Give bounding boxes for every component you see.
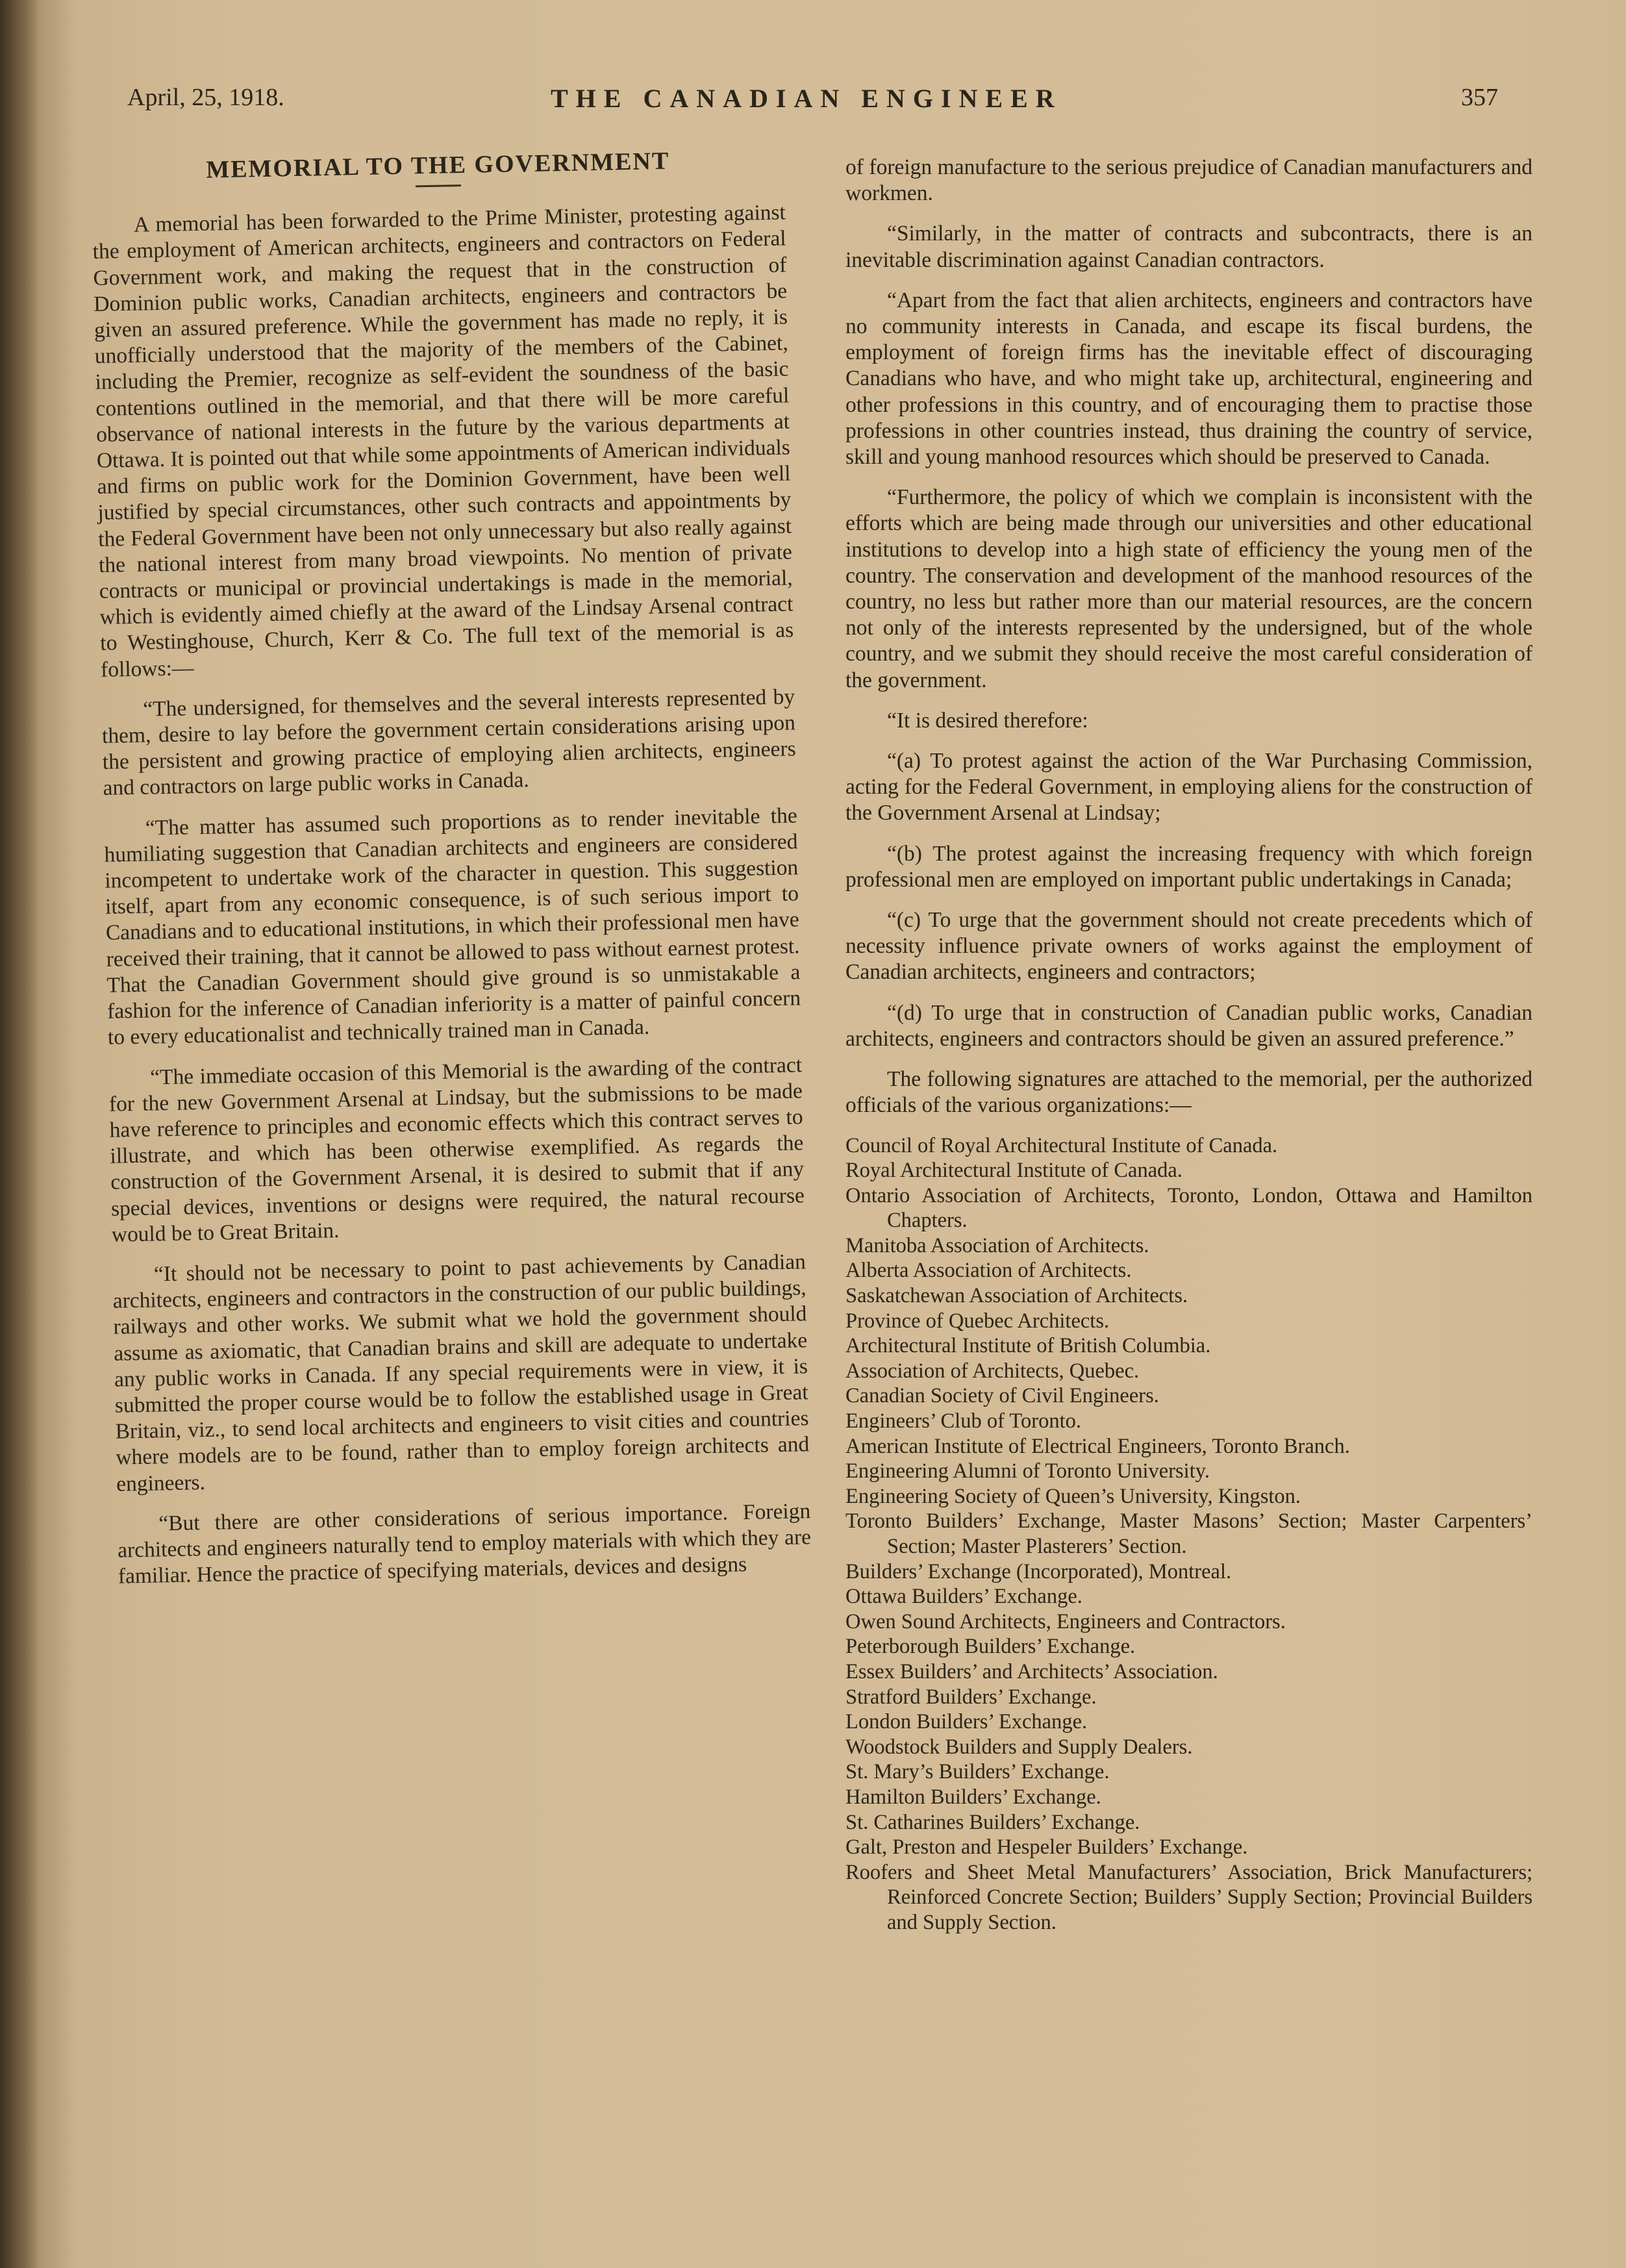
paragraph: “The matter has assumed such proportions as to render inevitable the humiliating suggestion that Canadian architects and engineers are considered incompetent to undertake work of the character in question. This suggestion itself, apart from any economic consequence, is of such serious import to Canadians and to educational institutions, in which their professional men have received their training, that it cannot be allowed to pass without earnest protest. That the Canadian Government should give ground is so unmistakable a fashion for the inference of Canadian inferiority is a matter of painful concern to every educationalist and technically trained man in Canada. (104, 803, 801, 1050)
list-item: American Institute of Electrical Engineers, Toronto Branch. (845, 1434, 1350, 1458)
list-item: Royal Architectural Institute of Canada. (845, 1159, 1182, 1183)
list-item: Peterborough Builders’ Exchange. (845, 1635, 1136, 1659)
book-spine-shadow (0, 0, 39, 2268)
list-item: Stratford Builders’ Exchange. (845, 1685, 1097, 1709)
list-item: Association of Architects, Quebec. (845, 1359, 1140, 1383)
paragraph: “Apart from the fact that alien architects, engineers and contractors have no community interests in Canada, and escape its fiscal burdens, the employment of foreign firms has the inevitable effect of discouraging Canadians who have, and who might take up, architectural, engineering and other professions in this country, and of encouraging them to practise those professions in other countries instead, thus draining the country of service, skill and young manhood resources which should be preserved to Canada. (845, 288, 1532, 470)
signatory-list (845, 1133, 1532, 1935)
running-header (0, 83, 1626, 122)
paragraph: “(b) The protest against the increasing frequency with which foreign professional men are employed on important public undertakings in Canada; (845, 841, 1532, 892)
list-item: Architectural Institute of British Columbia. (845, 1334, 1211, 1358)
paragraph: “It is desired therefore: (887, 708, 1088, 733)
journal-title: THE CANADIAN ENGINEER (551, 84, 1062, 113)
issue-date: April, 25, 1918. (127, 84, 284, 111)
paragraph-continuation: of foreign manufacture to the serious prejudice of Canadian manufacturers and workmen. (845, 155, 1532, 206)
right-column (845, 155, 1532, 1935)
list-item: St. Catharines Builders’ Exchange. (845, 1810, 1140, 1834)
list-item: Woodstock Builders and Supply Dealers. (845, 1735, 1193, 1759)
list-item: Toronto Builders’ Exchange, Master Masons’ Section; Master Carpenters’ Section; Master Plasterers’ Section. (845, 1509, 1532, 1558)
paragraph: “The immediate occasion of this Memorial is the awarding of the contract for the new Government Arsenal at Lindsay, but the submissions to be made have reference to principles and economic effects which this contract serves to illustrate, and which has been otherwise exemplified. As regards the construction of the Government Arsenal, it is desired to submit that if any special devices, inventions or designs were required, the natural recourse would be to Great Britain. (108, 1052, 805, 1247)
list-item: Engineers’ Club of Toronto. (845, 1409, 1081, 1433)
list-item: Builders’ Exchange (Incorporated), Montreal. (845, 1559, 1232, 1583)
paragraph: “The undersigned, for themselves and the several interests represented by them, desire to lay before the government certain considerations arising upon the persistent and growing practice of employing alien architects, engineers and contractors on large public works in Canada. (101, 685, 796, 801)
paragraph: “(a) To protest against the action of the War Purchasing Commission, acting for the Federal Government, in employing aliens for the construction of the Government Arsenal at Lindsay; (845, 749, 1532, 825)
paragraph: “But there are other considerations of serious importance. Foreign architects and engineers naturally tend to employ materials with which they are familiar. Hence the practice of specifying materials, devices and designs (117, 1498, 812, 1589)
list-item: Hamilton Builders’ Exchange. (845, 1785, 1101, 1809)
list-item: Owen Sound Architects, Engineers and Contractors. (845, 1609, 1286, 1633)
list-item: St. Mary’s Builders’ Exchange. (845, 1760, 1110, 1784)
article-title: MEMORIAL TO THE GOVERNMENT (205, 147, 670, 184)
paragraph: A memorial has been forwarded to the Prime Minister, protesting against the employment of American architects, engineers and contractors on Federal Government work, and making the request that in the construction of Dominion public works, Canadian architects, engineers and contractors be given an assured preference. While the government has made no reply, it is unofficially understood that the majority of the members of the Cabinet, including the Premier, recognize as self-evident the soundness of the basic contentions outlined in the memorial, and that there will be more careful observance of national interests in the future by the various departments at Ottawa. It is pointed out that while some appointments of American individuals and firms on public work for the Dominion Government, have been well justified by special circumstances, other such contracts and appointments by the Federal Government have been not only unnecessary but also really against the national interest from many broad viewpoints. No mention of private contracts or municipal or provincial undertakings is made in the memorial, which is evidently aimed chiefly at the award of the Lindsay Arsenal contract to Westinghouse, Church, Kerr & Co. The full text of the memorial is as follows:— (92, 200, 794, 682)
list-item: Essex Builders’ and Architects’ Association. (845, 1659, 1218, 1683)
paragraph: “Furthermore, the policy of which we complain is inconsistent with the efforts which are being made through our universities and other educational institutions to develop into a high state of efficiency the young men of the country. The conservation and development of the manhood resources of the country, no less but rather more than our material resources, are the concern not only of the interests represented by the undersigned, but of the whole country, and we submit they should receive the most careful consideration of the government. (845, 485, 1532, 692)
list-item: Roofers and Sheet Metal Manufacturers’ Association, Brick Manufacturers; Reinforced Concrete Section; Builders’ Supply Section; Provincial Builders and Supply Section. (845, 1860, 1532, 1934)
list-item: Council of Royal Architectural Institute of Canada. (845, 1133, 1278, 1157)
list-item: Alberta Association of Architects. (845, 1259, 1132, 1283)
paragraph: “(d) To urge that in construction of Canadian public works, Canadian architects, engineers and contractors should be given an assured preference.” (845, 1000, 1532, 1051)
paragraph: “(c) To urge that the government should not create precedents which of necessity influence private owners of works against the employment of Canadian architects, engineers and contractors; (845, 908, 1532, 985)
list-item: Saskatchewan Association of Architects. (845, 1284, 1188, 1308)
list-item: Ottawa Builders’ Exchange. (845, 1585, 1082, 1609)
left-column (91, 145, 812, 1604)
list-item: Engineering Alumni of Toronto University. (845, 1459, 1210, 1483)
page-number: 357 (1461, 84, 1498, 111)
list-item: Ontario Association of Architects, Toronto, London, Ottawa and Hamilton Chapters. (845, 1183, 1532, 1233)
list-item: Canadian Society of Civil Engineers. (845, 1384, 1159, 1408)
list-item: Engineering Society of Queen’s University, Kingston. (845, 1484, 1301, 1508)
paragraph: The following signatures are attached to the memorial, per the authorized officials of the various organizations:— (845, 1067, 1532, 1118)
title-rule (416, 184, 461, 187)
paragraph: “It should not be necessary to point to past achievements by Canadian architects, engineers and contractors in the construction of our public buildings, railways and other works. We submit what we hold the government should assume as axiomatic, that Canadian brains and skill are adequate to undertake any public works in Canada. If any special requirements were in view, it is submitted the proper course would be to follow the established usage in Great Britain, viz., to send local architects and engineers to visit cities and countries where models are to be found, rather than to employ foreign architects and engineers. (112, 1250, 810, 1496)
list-item: Galt, Preston and Hespeler Builders’ Exchange. (845, 1835, 1248, 1859)
list-item: Manitoba Association of Architects. (845, 1233, 1149, 1257)
paragraph: “Similarly, in the matter of contracts and subcontracts, there is an inevitable discrimination against Canadian contractors. (845, 221, 1532, 272)
list-item: London Builders’ Exchange. (845, 1710, 1088, 1734)
list-item: Province of Quebec Architects. (845, 1309, 1110, 1333)
